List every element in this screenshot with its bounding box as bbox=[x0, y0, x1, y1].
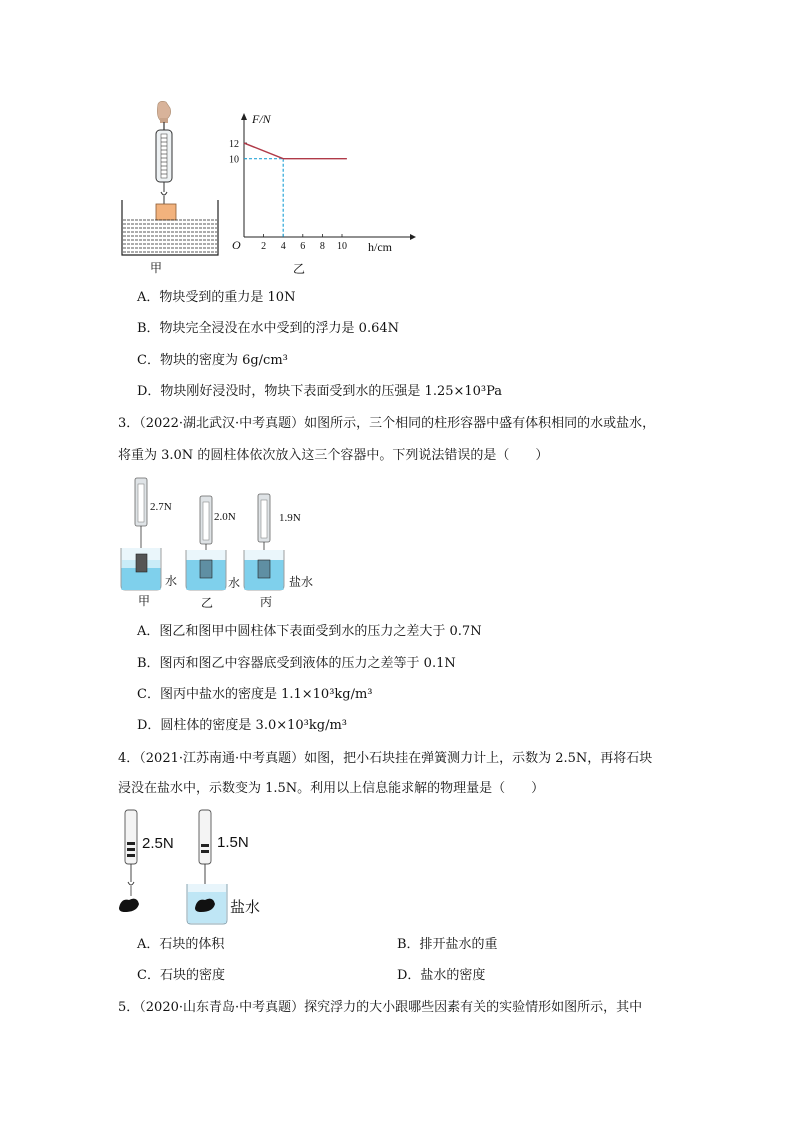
q3-reading-2: 2.0N bbox=[214, 511, 236, 523]
q3-caption-3: 丙 bbox=[260, 595, 273, 609]
q2-caption-right: 乙 bbox=[293, 262, 306, 276]
q4-setup-2 bbox=[187, 810, 227, 924]
graph-ticks bbox=[229, 139, 347, 252]
spring-scale bbox=[156, 122, 172, 204]
x-tick-label-8: 8 bbox=[319, 241, 325, 252]
q4-stem-line2: 浸没在盐水中，示数变为 1.5N。利用以上信息能求解的物理量是（ ） bbox=[118, 781, 545, 796]
q3-stem-line2: 将重为 3.0N 的圆柱体依次放入这三个容器中。下列说法错误的是（ ） bbox=[118, 448, 549, 463]
q3-liquid-1: 水 bbox=[165, 574, 178, 588]
q3-reading-1: 2.7N bbox=[150, 501, 172, 513]
q3-option-d: D．圆柱体的密度是 3.0×10³kg/m³ bbox=[137, 718, 347, 733]
q4-reading-2: 1.5N bbox=[217, 834, 249, 851]
hand-icon bbox=[157, 101, 170, 123]
q3-caption-1: 甲 bbox=[138, 594, 151, 608]
q3-setup-3 bbox=[244, 494, 284, 590]
q4-option-a: A．石块的体积 bbox=[137, 937, 225, 952]
graph-lines bbox=[244, 143, 347, 237]
q3-setup-1 bbox=[121, 478, 161, 590]
x-tick-label-4: 4 bbox=[280, 241, 286, 252]
q2-origin-label: O bbox=[232, 238, 241, 252]
q4-setup-1 bbox=[119, 810, 139, 912]
y-tick-label-12: 12 bbox=[229, 139, 239, 151]
q4-option-d: D．盐水的密度 bbox=[397, 968, 486, 983]
x-tick-label-2: 2 bbox=[261, 241, 267, 252]
q2-option-c: C．物块的密度为 6g/cm³ bbox=[137, 353, 288, 368]
x-tick-label-10: 10 bbox=[337, 241, 347, 252]
q4-reading-1: 2.5N bbox=[142, 835, 174, 852]
q3-option-a: A．图乙和图甲中圆柱体下表面受到水的压力之差大于 0.7N bbox=[137, 624, 482, 639]
q3-option-b: B．图丙和图乙中容器底受到液体的压力之差等于 0.1N bbox=[137, 656, 456, 671]
q2-caption-left: 甲 bbox=[150, 261, 163, 275]
q3-liquid-2: 水 bbox=[228, 576, 241, 590]
q3-reading-3: 1.9N bbox=[279, 512, 301, 524]
graph-axes bbox=[241, 113, 416, 240]
q3-option-c: C．图丙中盐水的密度是 1.1×10³kg/m³ bbox=[137, 687, 373, 702]
q4-stem-line1: 4．（2021·江苏南通·中考真题）如图，把小石块挂在弹簧测力计上，示数为 2.5N，再将石块 bbox=[118, 751, 653, 766]
q2-option-d: D．物块刚好浸没时，物块下表面受到水的压强是 1.25×10³Pa bbox=[137, 384, 503, 399]
q3-liquid-3: 盐水 bbox=[289, 575, 314, 589]
q3-caption-2: 乙 bbox=[201, 596, 214, 610]
q4-option-c: C．石块的密度 bbox=[137, 968, 225, 983]
x-tick-label-6: 6 bbox=[300, 241, 306, 252]
y-tick-label-10: 10 bbox=[229, 154, 239, 166]
q4-option-b: B．排开盐水的重 bbox=[397, 937, 498, 952]
block bbox=[156, 204, 176, 220]
q2-option-b: B．物块完全浸没在水中受到的浮力是 0.64N bbox=[137, 321, 400, 336]
q3-stem-line1: 3．（2022·湖北武汉·中考真题）如图所示，三个相同的柱形容器中盛有体积相同的水或盐水， bbox=[118, 416, 656, 431]
force-series-line bbox=[244, 143, 347, 159]
q2-x-axis-label: h/cm bbox=[368, 240, 392, 254]
q2-option-a: A．物块受到的重力是 10N bbox=[137, 290, 296, 305]
q2-y-axis-label: F/N bbox=[252, 112, 271, 126]
q5-stem-line1: 5．（2020·山东青岛·中考真题）探究浮力的大小跟哪些因素有关的实验情形如图所示，其中 bbox=[118, 1000, 643, 1015]
q4-liquid-label: 盐水 bbox=[230, 899, 261, 916]
